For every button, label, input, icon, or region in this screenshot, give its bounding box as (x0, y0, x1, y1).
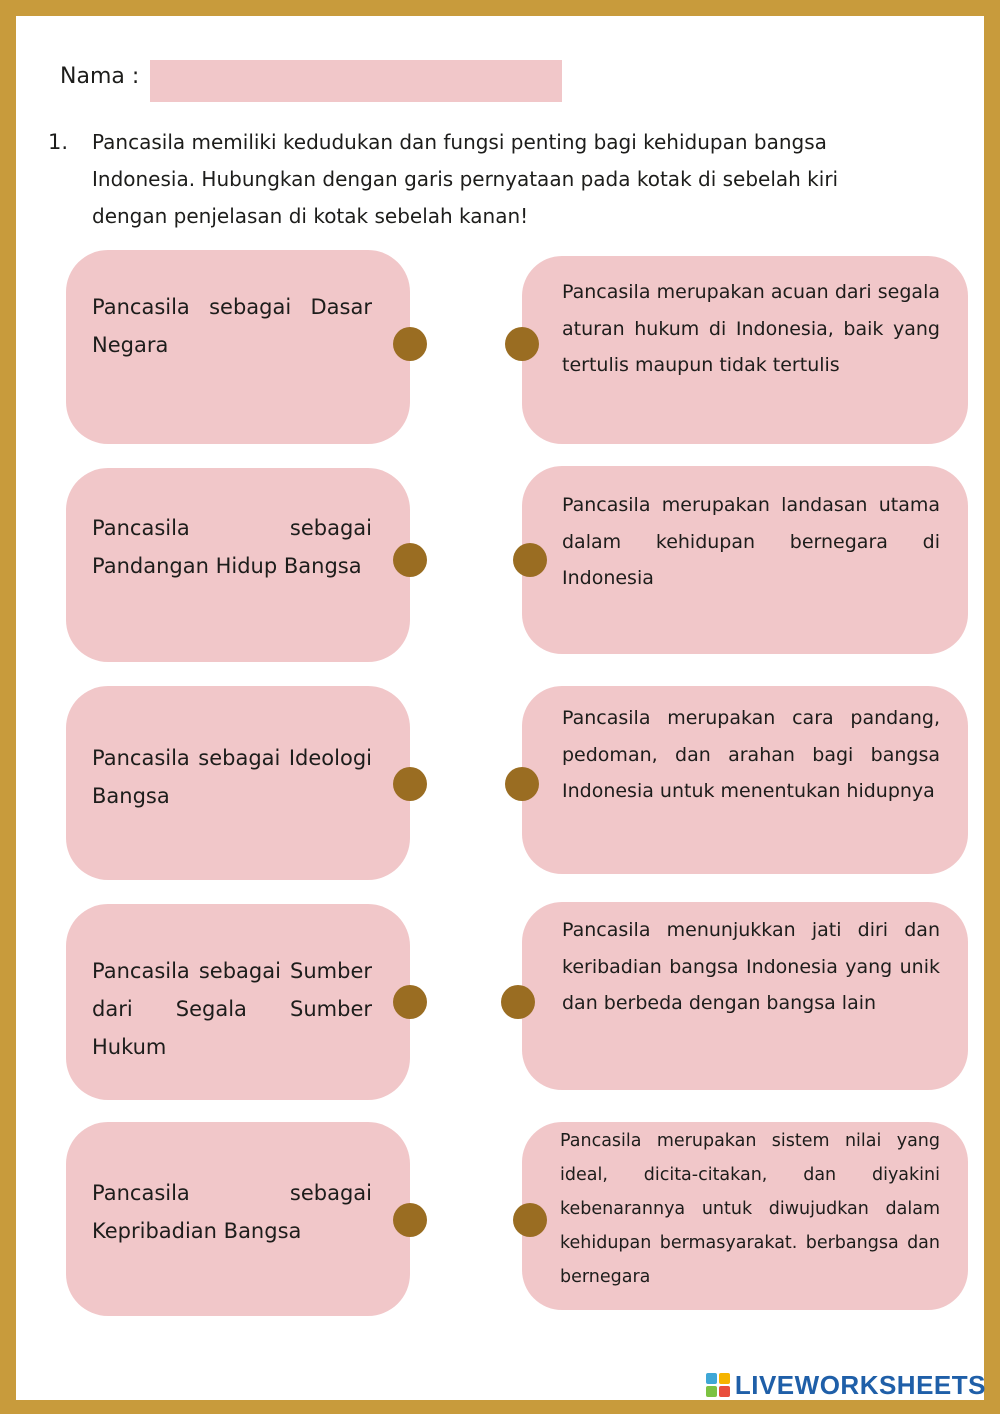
left-connector-dot-icon[interactable] (393, 1203, 427, 1237)
left-statement-box (66, 468, 410, 662)
left-statement-text: Pancasila sebagai Pandangan Hidup Bangsa (92, 516, 372, 578)
right-explanation-text: Pancasila merupakan sistem nilai yang ideal, dicita-citakan, dan diyakini kebenarannya untuk diwujudkan dalam kehidupan bermasyarakat. berbangsa dan bernegara (560, 1131, 940, 1287)
left-statement-text: Pancasila sebagai Dasar Negara (92, 295, 372, 357)
right-explanation-text: Pancasila merupakan landasan utama dalam kehidupan bernegara di Indonesia (562, 494, 940, 589)
left-connector-dot-icon[interactable] (393, 543, 427, 577)
right-explanation-text: Pancasila menunjukkan jati diri dan keribadian bangsa Indonesia yang unik dan berbeda dengan bangsa lain (562, 919, 940, 1014)
right-connector-dot-icon[interactable] (501, 985, 535, 1019)
right-explanation-box (522, 686, 968, 874)
left-statement-box (66, 250, 410, 444)
left-connector-dot-icon[interactable] (393, 767, 427, 801)
right-explanation-box (522, 902, 968, 1090)
question-number: 1. (48, 130, 69, 154)
left-statement-box (66, 904, 410, 1100)
left-connector-dot-icon[interactable] (393, 327, 427, 361)
name-label: Nama : (60, 64, 140, 89)
brand-name: LIVEWORKSHEETS (734, 1369, 986, 1400)
right-explanation-box (522, 466, 968, 654)
right-connector-dot-icon[interactable] (513, 1203, 547, 1237)
left-statement-text: Pancasila sebagai Kepribadian Bangsa (92, 1181, 372, 1243)
left-statement-text: Pancasila sebagai Sumber dari Segala Sumber Hukum (92, 959, 372, 1059)
left-statement-text: Pancasila sebagai Ideologi Bangsa (92, 746, 372, 808)
right-connector-dot-icon[interactable] (505, 327, 539, 361)
right-connector-dot-icon[interactable] (513, 543, 547, 577)
right-connector-dot-icon[interactable] (505, 767, 539, 801)
name-input[interactable] (150, 60, 562, 102)
left-statement-box (66, 686, 410, 880)
left-statement-box (66, 1122, 410, 1316)
right-explanation-box (522, 256, 968, 444)
liveworksheets-logo-icon (706, 1373, 730, 1397)
right-explanation-box (522, 1122, 968, 1310)
right-explanation-text: Pancasila merupakan acuan dari segala aturan hukum di Indonesia, baik yang tertulis maupun tidak tertulis (562, 281, 940, 376)
left-connector-dot-icon[interactable] (393, 985, 427, 1019)
question-text: Pancasila memiliki kedudukan dan fungsi penting bagi kehidupan bangsa Indonesia. Hubungkan dengan garis pernyataan pada kotak di sebelah kiri dengan penjelasan di kotak sebelah kanan! (92, 130, 839, 228)
right-explanation-text: Pancasila merupakan cara pandang, pedoman, dan arahan bagi bangsa Indonesia untuk menentukan hidupnya (562, 707, 940, 802)
liveworksheets-brand (706, 1370, 986, 1400)
